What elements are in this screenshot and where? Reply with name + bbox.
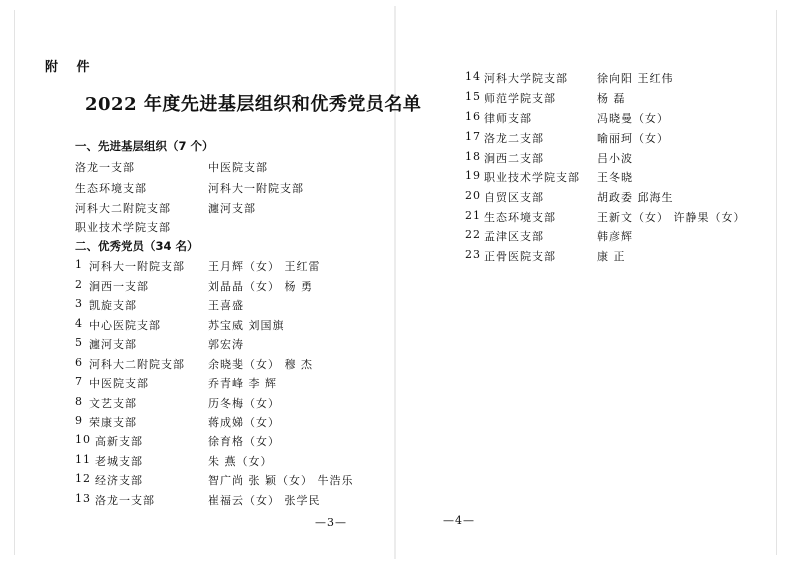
member-branch: 高新支部 xyxy=(95,435,143,448)
member-branch: 凯旋支部 xyxy=(89,299,137,312)
member-no: 13 xyxy=(75,492,91,505)
member-branch: 河科大二附院支部 xyxy=(89,358,185,371)
member-no: 7 xyxy=(75,375,83,388)
member-no: 17 xyxy=(465,130,481,143)
member-branch: 孟津区支部 xyxy=(484,230,544,243)
member-no: 21 xyxy=(465,209,481,222)
section2-heading: 二、优秀党员（34 名） xyxy=(75,239,199,253)
member-no: 6 xyxy=(75,356,83,369)
member-no: 23 xyxy=(465,248,481,261)
member-names: 王新文（女） 许静果（女） xyxy=(597,211,746,224)
org-name: 职业技术学院支部 xyxy=(75,221,171,234)
member-no: 15 xyxy=(465,90,481,103)
member-branch: 涧西二支部 xyxy=(484,152,544,165)
member-no: 11 xyxy=(75,453,91,466)
member-names: 冯晓曼（女） xyxy=(597,112,669,125)
member-names: 余晓斐（女） 穆 杰 xyxy=(208,358,313,371)
member-no: 14 xyxy=(465,70,481,83)
member-branch: 生态环境支部 xyxy=(484,211,556,224)
org-name: 瀍河支部 xyxy=(208,202,256,215)
member-names: 朱 燕（女） xyxy=(208,455,273,468)
member-names: 历冬梅（女） xyxy=(208,397,280,410)
member-no: 3 xyxy=(75,297,83,310)
member-no: 16 xyxy=(465,110,481,123)
member-branch: 老城支部 xyxy=(95,455,143,468)
member-names: 蒋成娣（女） xyxy=(208,416,280,429)
member-names: 王冬晓 xyxy=(597,171,633,184)
member-branch: 律师支部 xyxy=(484,112,532,125)
member-branch: 正骨医院支部 xyxy=(484,250,556,263)
member-names: 韩彦辉 xyxy=(597,230,633,243)
member-names: 徐育格（女） xyxy=(208,435,280,448)
member-names: 杨 磊 xyxy=(597,92,626,105)
member-names: 智广尚 张 颖（女） 牛浩乐 xyxy=(208,474,354,487)
page-number: —4— xyxy=(443,514,475,527)
member-names: 郭宏涛 xyxy=(208,338,244,351)
member-no: 5 xyxy=(75,336,83,349)
page-number: —3— xyxy=(315,516,347,529)
member-branch: 职业技术学院支部 xyxy=(484,171,580,184)
org-name: 生态环境支部 xyxy=(75,182,147,195)
org-name: 洛龙一支部 xyxy=(75,161,135,174)
member-no: 22 xyxy=(465,228,481,241)
member-names: 康 正 xyxy=(597,250,626,263)
member-branch: 自贸区支部 xyxy=(484,191,544,204)
member-no: 10 xyxy=(75,433,91,446)
member-branch: 荣康支部 xyxy=(89,416,137,429)
member-no: 18 xyxy=(465,150,481,163)
member-names: 胡政委 邱海生 xyxy=(597,191,674,204)
member-branch: 瀍河支部 xyxy=(89,338,137,351)
member-names: 乔青峰 李 辉 xyxy=(208,377,277,390)
member-no: 12 xyxy=(75,472,91,485)
member-branch: 洛龙二支部 xyxy=(484,132,544,145)
member-no: 8 xyxy=(75,395,83,408)
org-name: 河科大二附院支部 xyxy=(75,202,171,215)
member-branch: 文艺支部 xyxy=(89,397,137,410)
member-names: 喻丽珂（女） xyxy=(597,132,669,145)
right-page xyxy=(396,10,777,555)
member-names: 崔福云（女） 张学民 xyxy=(208,494,321,507)
member-names: 刘晶晶（女） 杨 勇 xyxy=(208,280,313,293)
section1-heading: 一、先进基层组织（7 个） xyxy=(75,139,214,153)
member-names: 王月辉（女） 王红雷 xyxy=(208,260,321,273)
member-branch: 中医院支部 xyxy=(89,377,149,390)
member-branch: 河科大一附院支部 xyxy=(89,260,185,273)
member-names: 王喜盛 xyxy=(208,299,244,312)
member-names: 苏宝威 刘国旗 xyxy=(208,319,285,332)
attachment-label: 附 件 xyxy=(45,60,97,75)
member-branch: 经济支部 xyxy=(95,474,143,487)
member-names: 徐向阳 王红伟 xyxy=(597,72,674,85)
member-names: 吕小波 xyxy=(597,152,633,165)
member-branch: 洛龙一支部 xyxy=(95,494,155,507)
org-name: 河科大一附院支部 xyxy=(208,182,304,195)
document-title: 2022 年度先进基层组织和优秀党员名单 xyxy=(85,94,422,115)
page-fold xyxy=(394,6,396,559)
member-branch: 涧西一支部 xyxy=(89,280,149,293)
member-branch: 河科大学院支部 xyxy=(484,72,568,85)
member-no: 9 xyxy=(75,414,83,427)
member-no: 1 xyxy=(75,258,83,271)
member-no: 4 xyxy=(75,317,83,330)
member-branch: 中心医院支部 xyxy=(89,319,161,332)
org-name: 中医院支部 xyxy=(208,161,268,174)
member-no: 20 xyxy=(465,189,481,202)
member-no: 2 xyxy=(75,278,83,291)
member-branch: 师范学院支部 xyxy=(484,92,556,105)
member-no: 19 xyxy=(465,169,481,182)
